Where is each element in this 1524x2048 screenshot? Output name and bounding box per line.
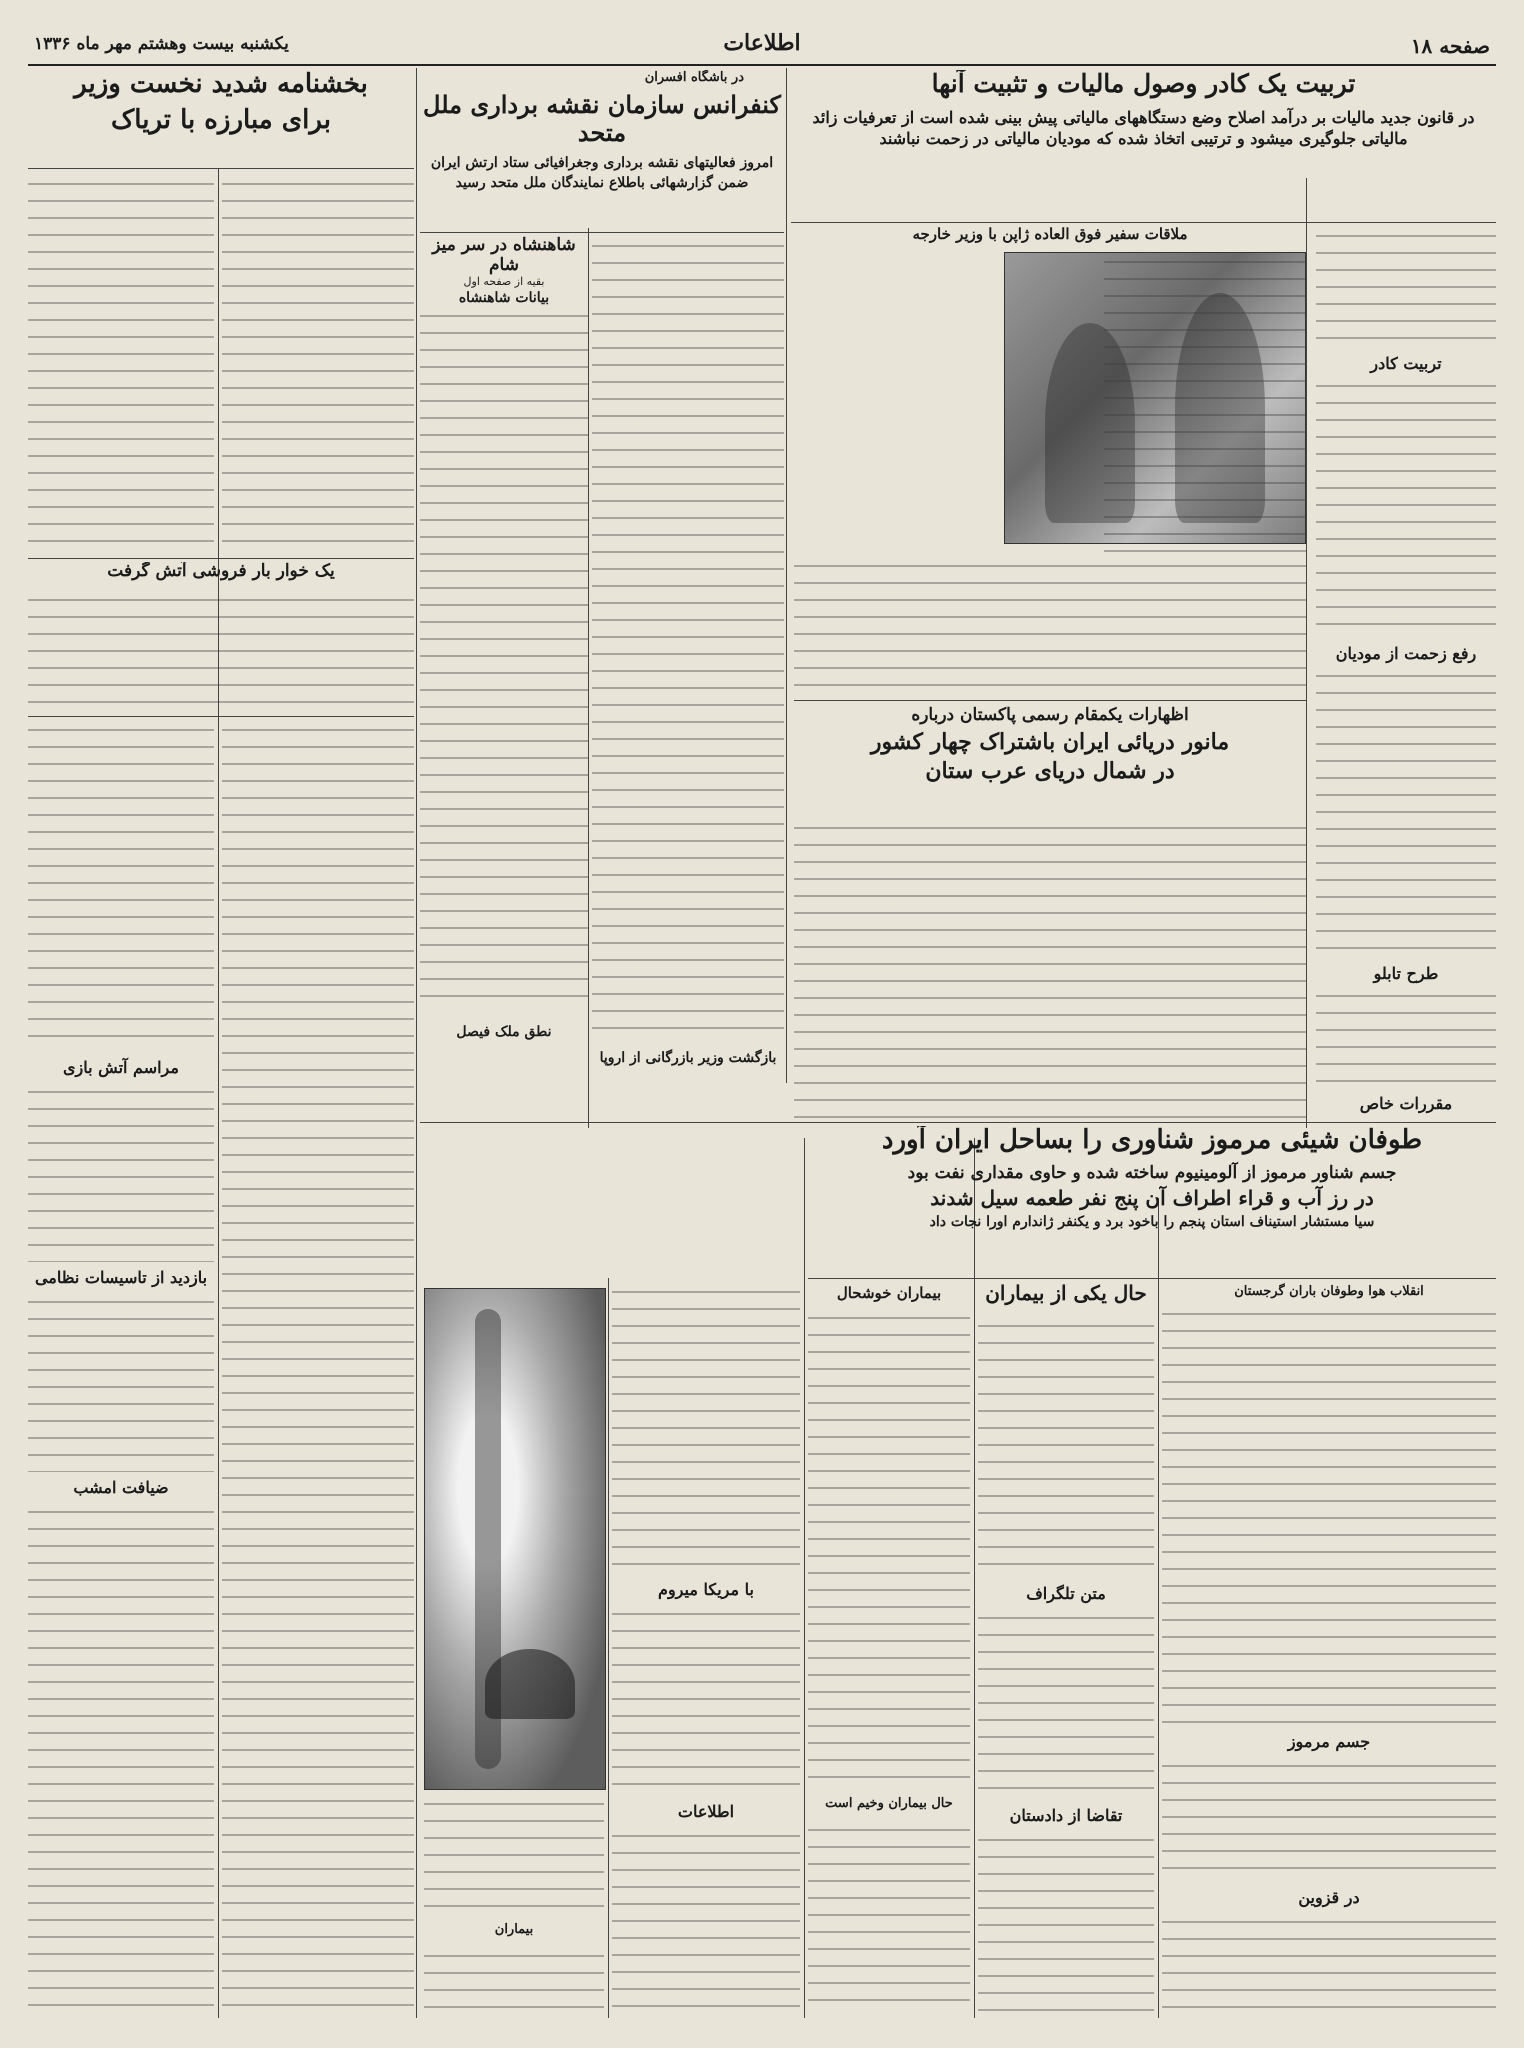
storm-body	[1162, 1282, 1496, 2012]
photo-title: ملاقات سفیر فوق العاده ژاپن با وزیر خارجه	[912, 226, 1188, 243]
pm-directive-head	[28, 70, 414, 166]
storm-deck-3: سیا مستشار استیناف استان پنجم را باخود برد و یکنفر ژاندارم اورا نجات داد	[929, 1214, 1375, 1231]
pakistan-article-head	[794, 706, 1306, 816]
news-sub: اطلاعات	[677, 1802, 735, 1821]
page-number: صفحه ۱۸	[1410, 34, 1490, 58]
sub-taxpayers: رفع زحمت از مودیان	[1335, 644, 1477, 663]
happy-patients-sub: بیماران خوشحال	[836, 1284, 942, 1302]
return-title: بازگشت وزیر بازرگانی از اروپا	[599, 1050, 777, 1066]
tax-article-body	[1316, 226, 1496, 1126]
pm-body-left	[28, 174, 214, 554]
patients-column	[808, 1282, 970, 2012]
pakistan-article-body	[794, 818, 1306, 1118]
sick-sub: حال بیماران وخیم است	[825, 1796, 953, 1811]
un-conference-head	[420, 70, 784, 230]
fireworks-title: مراسم آتش بازی	[63, 1058, 179, 1077]
shah-title: شاهنشاه در سر میز شام	[432, 236, 576, 275]
grocery-fire-title: یک خوار بار فروشی آتش گرفت	[107, 562, 335, 581]
banquet-title: ضیافت امشب	[73, 1478, 169, 1497]
telegram-sub: متن تلگراف	[1026, 1584, 1106, 1603]
shah-dinner	[420, 236, 588, 1116]
flood-sub: انقلاب هوا وطوفان باران گرجستان	[1234, 1284, 1424, 1299]
pm-title-1: بخشنامه شدید نخست وزیر	[74, 70, 368, 99]
sub-training: تربیت کادر	[1370, 354, 1442, 373]
pak-title-2: مانور دریائی ایران باشتراک چهار کشور	[870, 728, 1230, 755]
newspaper-page	[28, 28, 1496, 2018]
un-title: کنفرانس سازمان نقشه برداری ملل متحد	[423, 90, 781, 147]
issue-date: یکشنبه بیست وهشتم مهر ماه ۱۳۳۶	[34, 34, 289, 54]
storm-deck-1: جسم شناور مرموز از آلومینیوم ساخته شده و حاوی مقداری نفت بود	[907, 1162, 1397, 1183]
america-sub: با مریکا میروم	[658, 1580, 754, 1599]
left-col-a	[222, 720, 414, 2010]
masthead	[28, 28, 1496, 66]
tax-title: تربیت یک کادر وصول مالیات و تثبیت آنها	[931, 70, 1356, 98]
pm-title-2: برای مبارزه با تریاک	[111, 104, 331, 135]
un-deck: امروز فعالیتهای نقشه برداری وجغرافیائی ستاد ارتش ایران ضمن گزارشهائی باطلاع نمایندگان ملل متحد رسید	[430, 155, 774, 191]
patient-article	[978, 1282, 1154, 2012]
america-article	[612, 1282, 800, 2012]
paper-name: اطلاعات	[723, 30, 801, 56]
left-col-b	[28, 720, 214, 2010]
storm-title: طوفان شیئی مرموز شناوری را بساحل ایران آورد	[881, 1126, 1423, 1155]
pm-body-right	[222, 174, 414, 554]
ambassador-story	[794, 226, 1306, 696]
shah-cont: بقیه از صفحه اول	[463, 275, 545, 289]
sub-special: مقررات خاص	[1359, 1094, 1453, 1113]
patient-title: حال یکی از بیماران	[985, 1282, 1147, 1305]
mysterious-sub: جسم مرموز	[1287, 1732, 1371, 1751]
faisal-title: نطق ملک فیصل	[456, 1024, 552, 1040]
military-visit-title: بازدید از تاسیسات نظامی	[34, 1268, 208, 1287]
request-sub: تقاضا از دادستان	[1009, 1806, 1123, 1825]
storm-head	[808, 1126, 1496, 1276]
tax-article-head	[791, 70, 1496, 220]
pak-title-1: اظهارات یکمقام رسمی پاکستان درباره	[911, 706, 1189, 725]
speech-title: بیانات شاهنشاه	[458, 290, 550, 307]
pak-title-3: در شمال دریای عرب ستان	[925, 757, 1175, 784]
photo-caption	[424, 1794, 604, 2014]
kicker: در باشگاه افسران	[644, 70, 744, 85]
sub-tabular: طرح تابلو	[1373, 964, 1439, 983]
storm-deck-2: در رز آب و قراء اطراف آن پنج نفر طعمه سیل شدند	[930, 1186, 1374, 1211]
tax-deck: در قانون جدید مالیات بر درآمد اصلاح وضع دستگاههای مالیاتی پیش بینی شده است از تعرفیات زائد مالیاتی جلوگیری میشود و ترتیبی اتخاذ شده که مودیان مالیاتی در زحمت نباشند	[812, 107, 1475, 149]
storm-object-photo	[424, 1288, 606, 1790]
patients-sub: بیماران	[494, 1922, 534, 1937]
grocery-fire	[28, 562, 414, 712]
qazvin-sub: در قزوین	[1298, 1888, 1360, 1907]
un-conference-body	[592, 236, 784, 1116]
